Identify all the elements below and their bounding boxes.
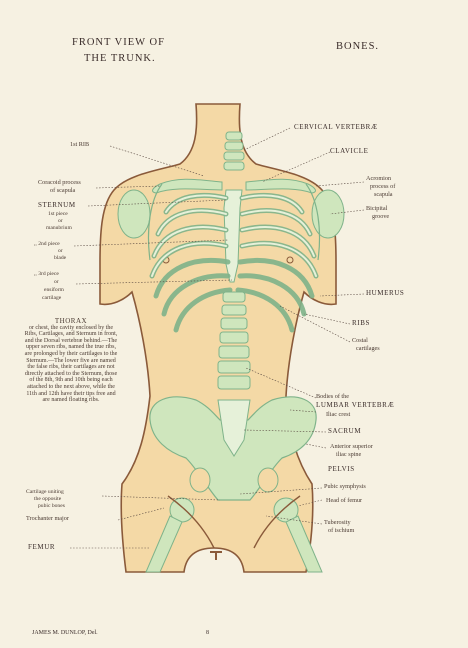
- label-sternum-p5: or: [58, 248, 63, 254]
- label-ribs: RIBS: [352, 319, 370, 327]
- label-cartilage-3: pubic bones: [38, 503, 65, 509]
- label-sacrum: SACRUM: [328, 427, 362, 435]
- label-trochanter: Trochanter major: [26, 515, 69, 522]
- label-sternum-p7: ,, 3rd piece: [34, 271, 59, 277]
- page-number: 8: [206, 630, 209, 636]
- left-obturator: [190, 468, 210, 492]
- label-acromion-3: scapula: [374, 191, 393, 198]
- label-bicipital-2: groove: [372, 213, 390, 220]
- right-humerus-head: [312, 190, 344, 238]
- artist-credit: JAMES M. DUNLOP, Del.: [32, 630, 98, 636]
- label-coracoid-2: of scapula: [50, 187, 76, 194]
- label-anterior-2: iliac spine: [336, 451, 362, 458]
- thorax-text: or chest, the cavity enclosed by the Ribs, Cartilages, and Sternum in front, and the Dorsal vertebræ behind.—The upper seven ribs, named the true ribs, are prolonged by their cartilages to the Sternum.—The lower five are named the false ribs, their cartilages are not directly attached to the Sternum, those of the 8th, 9th and 10th being each attached to the next above, while the 11th and 12th have their tips free and are named floating ribs.: [24, 324, 118, 404]
- label-first-rib: 1st RIB: [70, 141, 90, 148]
- thorax-description: [24, 318, 118, 404]
- label-pubic-symphysis: Pubic symphysis: [324, 483, 366, 490]
- label-sternum-p10: cartilage: [42, 295, 62, 301]
- label-sternum-p8: or: [54, 279, 59, 285]
- left-humerus-head: [118, 190, 150, 238]
- label-acromion-2: process of: [370, 183, 396, 190]
- label-tuberosity-2: of ischium: [328, 527, 355, 534]
- label-bicipital-1: Bicipital: [366, 205, 388, 212]
- label-sternum-p3: manubrium: [46, 225, 72, 231]
- label-cartilage-2: the opposite: [34, 496, 62, 502]
- navel-mark: [210, 552, 222, 560]
- label-costal-1: Costal: [352, 337, 368, 344]
- label-bodies: Bodies of the: [316, 393, 349, 400]
- label-tuberosity-1: Tuberosity: [324, 519, 351, 526]
- label-costal-2: cartilages: [356, 345, 380, 352]
- label-sternum-p1: 1st piece: [48, 211, 68, 217]
- label-humerus: HUMERUS: [366, 289, 405, 297]
- label-clavicle: CLAVICLE: [330, 147, 369, 155]
- label-iliac-crest: Iliac crest: [326, 411, 351, 418]
- label-sternum-p9: ensiform: [44, 287, 64, 293]
- label-anterior-1: Anterior superior: [330, 443, 373, 450]
- label-head-femur: Head of femur: [326, 497, 363, 504]
- label-cervical: CERVICAL VERTEBRÆ: [294, 123, 378, 131]
- label-pelvis: PELVIS: [328, 465, 355, 473]
- label-sternum-p6: blade: [54, 255, 67, 261]
- label-sternum: STERNUM: [38, 201, 76, 209]
- label-lumbar: LUMBAR VERTEBRÆ: [316, 401, 395, 409]
- plate-title-line1: FRONT VIEW OF: [72, 37, 165, 48]
- label-femur: FEMUR: [28, 543, 56, 551]
- label-sternum-p4: ,, 2nd piece: [34, 241, 60, 247]
- plate-title-line2: THE TRUNK.: [84, 53, 156, 64]
- body-silhouette: [100, 104, 336, 572]
- label-cartilage-1: Cartilage uniting: [26, 489, 64, 495]
- label-acromion-1: Acromion: [366, 175, 392, 182]
- section-title: BONES.: [336, 41, 380, 52]
- thorax-heading: THORAX: [54, 317, 88, 325]
- right-obturator: [258, 468, 278, 492]
- label-coracoid-1: Coracoid process: [38, 179, 81, 186]
- label-sternum-p2: or: [58, 218, 63, 224]
